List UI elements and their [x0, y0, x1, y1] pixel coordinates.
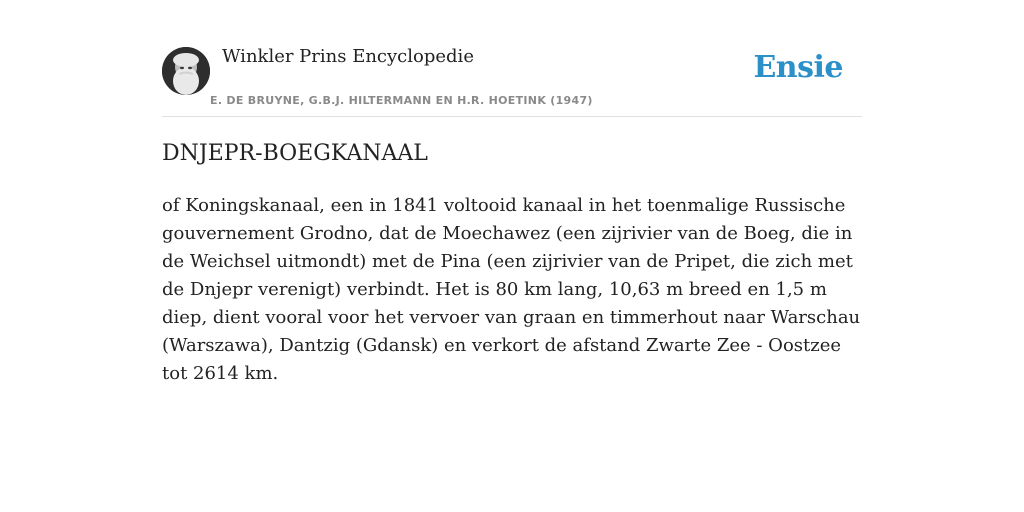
- ensie-logo[interactable]: Ensie: [753, 50, 843, 85]
- source-authors: E. DE BRUYNE, G.B.J. HILTERMANN EN H.R. HOETINK (1947): [210, 94, 593, 107]
- source-header: [162, 0, 862, 117]
- article-headword: DNJEPR-BOEGKANAAL: [162, 141, 428, 166]
- author-avatar-icon[interactable]: [162, 47, 210, 95]
- article-body: of Koningskanaal, een in 1841 voltooid kanaal in het toenmalige Russische gouvernement Grodno, dat de Moechawez (een zijrivier van de Boeg, die in de Weichsel uitmondt) met de Pina (een zijrivier van de Pripet, die zich met de Dnjepr verenigt) verbindt. Het is 80 km lang, 10,63 m breed en 1,5 m diep, dient vooral voor het vervoer van graan en timmerhout naar Warschau (Warszawa), Dantzig (Gdansk) en verkort de afstand Zwarte Zee - Oostzee tot 2614 km.: [162, 195, 861, 384]
- source-title[interactable]: Winkler Prins Encyclopedie: [222, 46, 474, 67]
- bearded-man-portrait-icon: [162, 47, 210, 95]
- page: [162, 0, 862, 384]
